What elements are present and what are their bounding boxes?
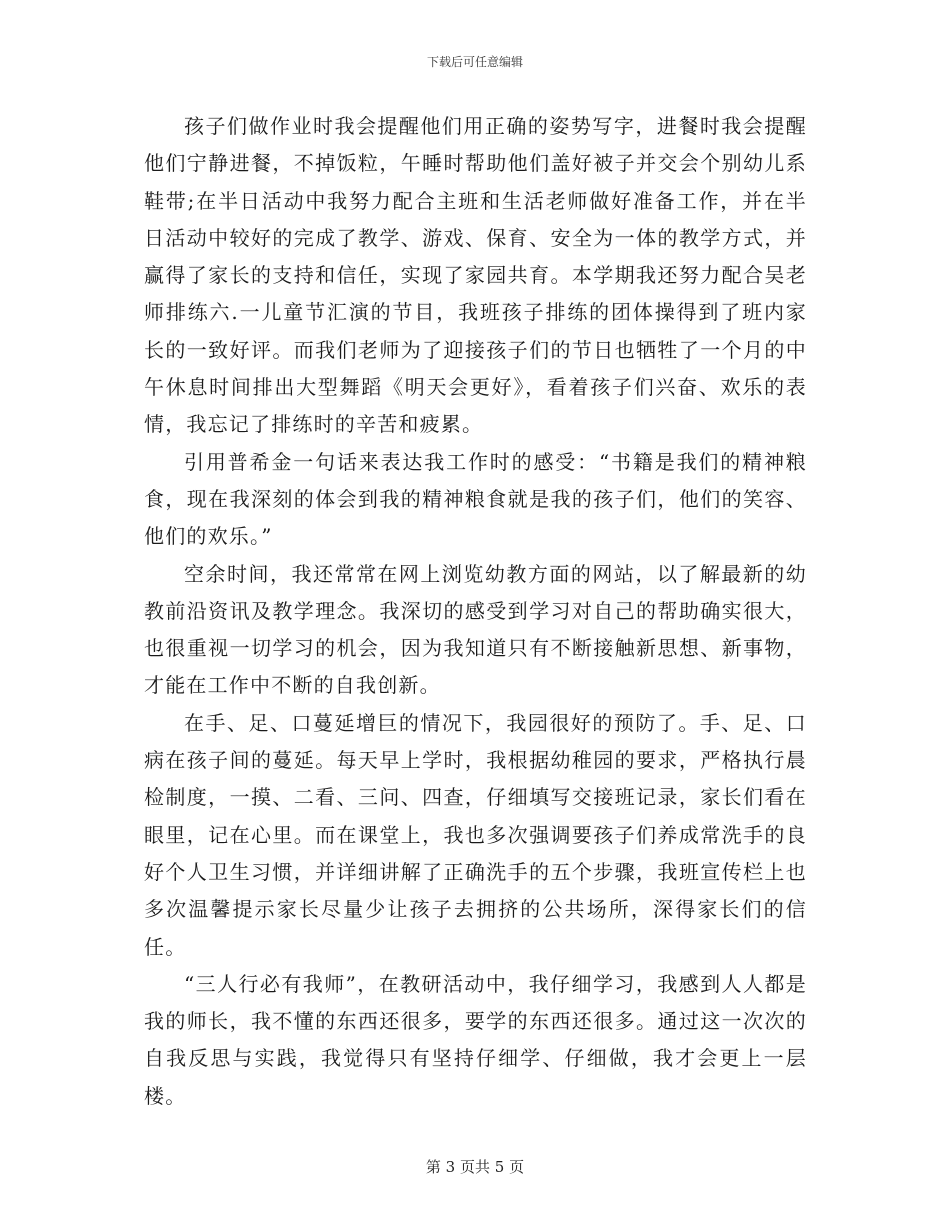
paragraph: 在手、足、口蔓延增巨的情况下，我园很好的预防了。手、足、口病在孩子间的蔓延。每天早上学时，我根据幼稚园的要求，严格执行晨检制度，一摸、二看、三问、四查，仔细填写交接班记录，家长们看在眼里，记在心里。而在课堂上，我也多次强调要孩子们养成常洗手的良好个人卫生习惯，并详细讲解了正确洗手的五个步骤，我班宣传栏上也多次温馨提示家长尽量少让孩子去拥挤的公共场所，深得家长们的信任。 (144, 710, 807, 959)
paragraph: 引用普希金一句话来表达我工作时的感受：“书籍是我们的精神粮食，现在我深刻的体会到我的精神粮食就是我的孩子们，他们的笑容、他们的欢乐。” (144, 449, 807, 549)
document-body (144, 108, 807, 1115)
page-number: 第 3 页共 5 页 (425, 1158, 525, 1176)
paragraph: 空余时间，我还常常在网上浏览幼教方面的网站，以了解最新的幼教前沿资讯及教学理念。我深切的感受到学习对自己的帮助确实很大，也很重视一切学习的机会，因为我知道只有不断接触新思想、新事物，才能在工作中不断的自我创新。 (144, 561, 807, 698)
page-header-note: 下载后可任意编辑 (426, 55, 523, 69)
paragraph: “三人行必有我师”，在教研活动中，我仔细学习，我感到人人都是我的师长，我不懂的东西还很多，要学的东西还很多。通过这一次次的自我反思与实践，我觉得只有坚持仔细学、仔细做，我才会更上一层楼。 (144, 971, 807, 1108)
paragraph: 孩子们做作业时我会提醒他们用正确的姿势写字，进餐时我会提醒他们宁静进餐，不掉饭粒，午睡时帮助他们盖好被子并交会个别幼儿系鞋带;在半日活动中我努力配合主班和生活老师做好准备工作，并在半日活动中较好的完成了教学、游戏、保育、安全为一体的教学方式，并赢得了家长的支持和信任，实现了家园共育。本学期我还努力配合吴老师排练六.一儿童节汇演的节目，我班孩子排练的团体操得到了班内家长的一致好评。而我们老师为了迎接孩子们的节日也牺牲了一个月的中午休息时间排出大型舞蹈《明天会更好》，看着孩子们兴奋、欢乐的表情，我忘记了排练时的辛苦和疲累。 (144, 114, 807, 437)
